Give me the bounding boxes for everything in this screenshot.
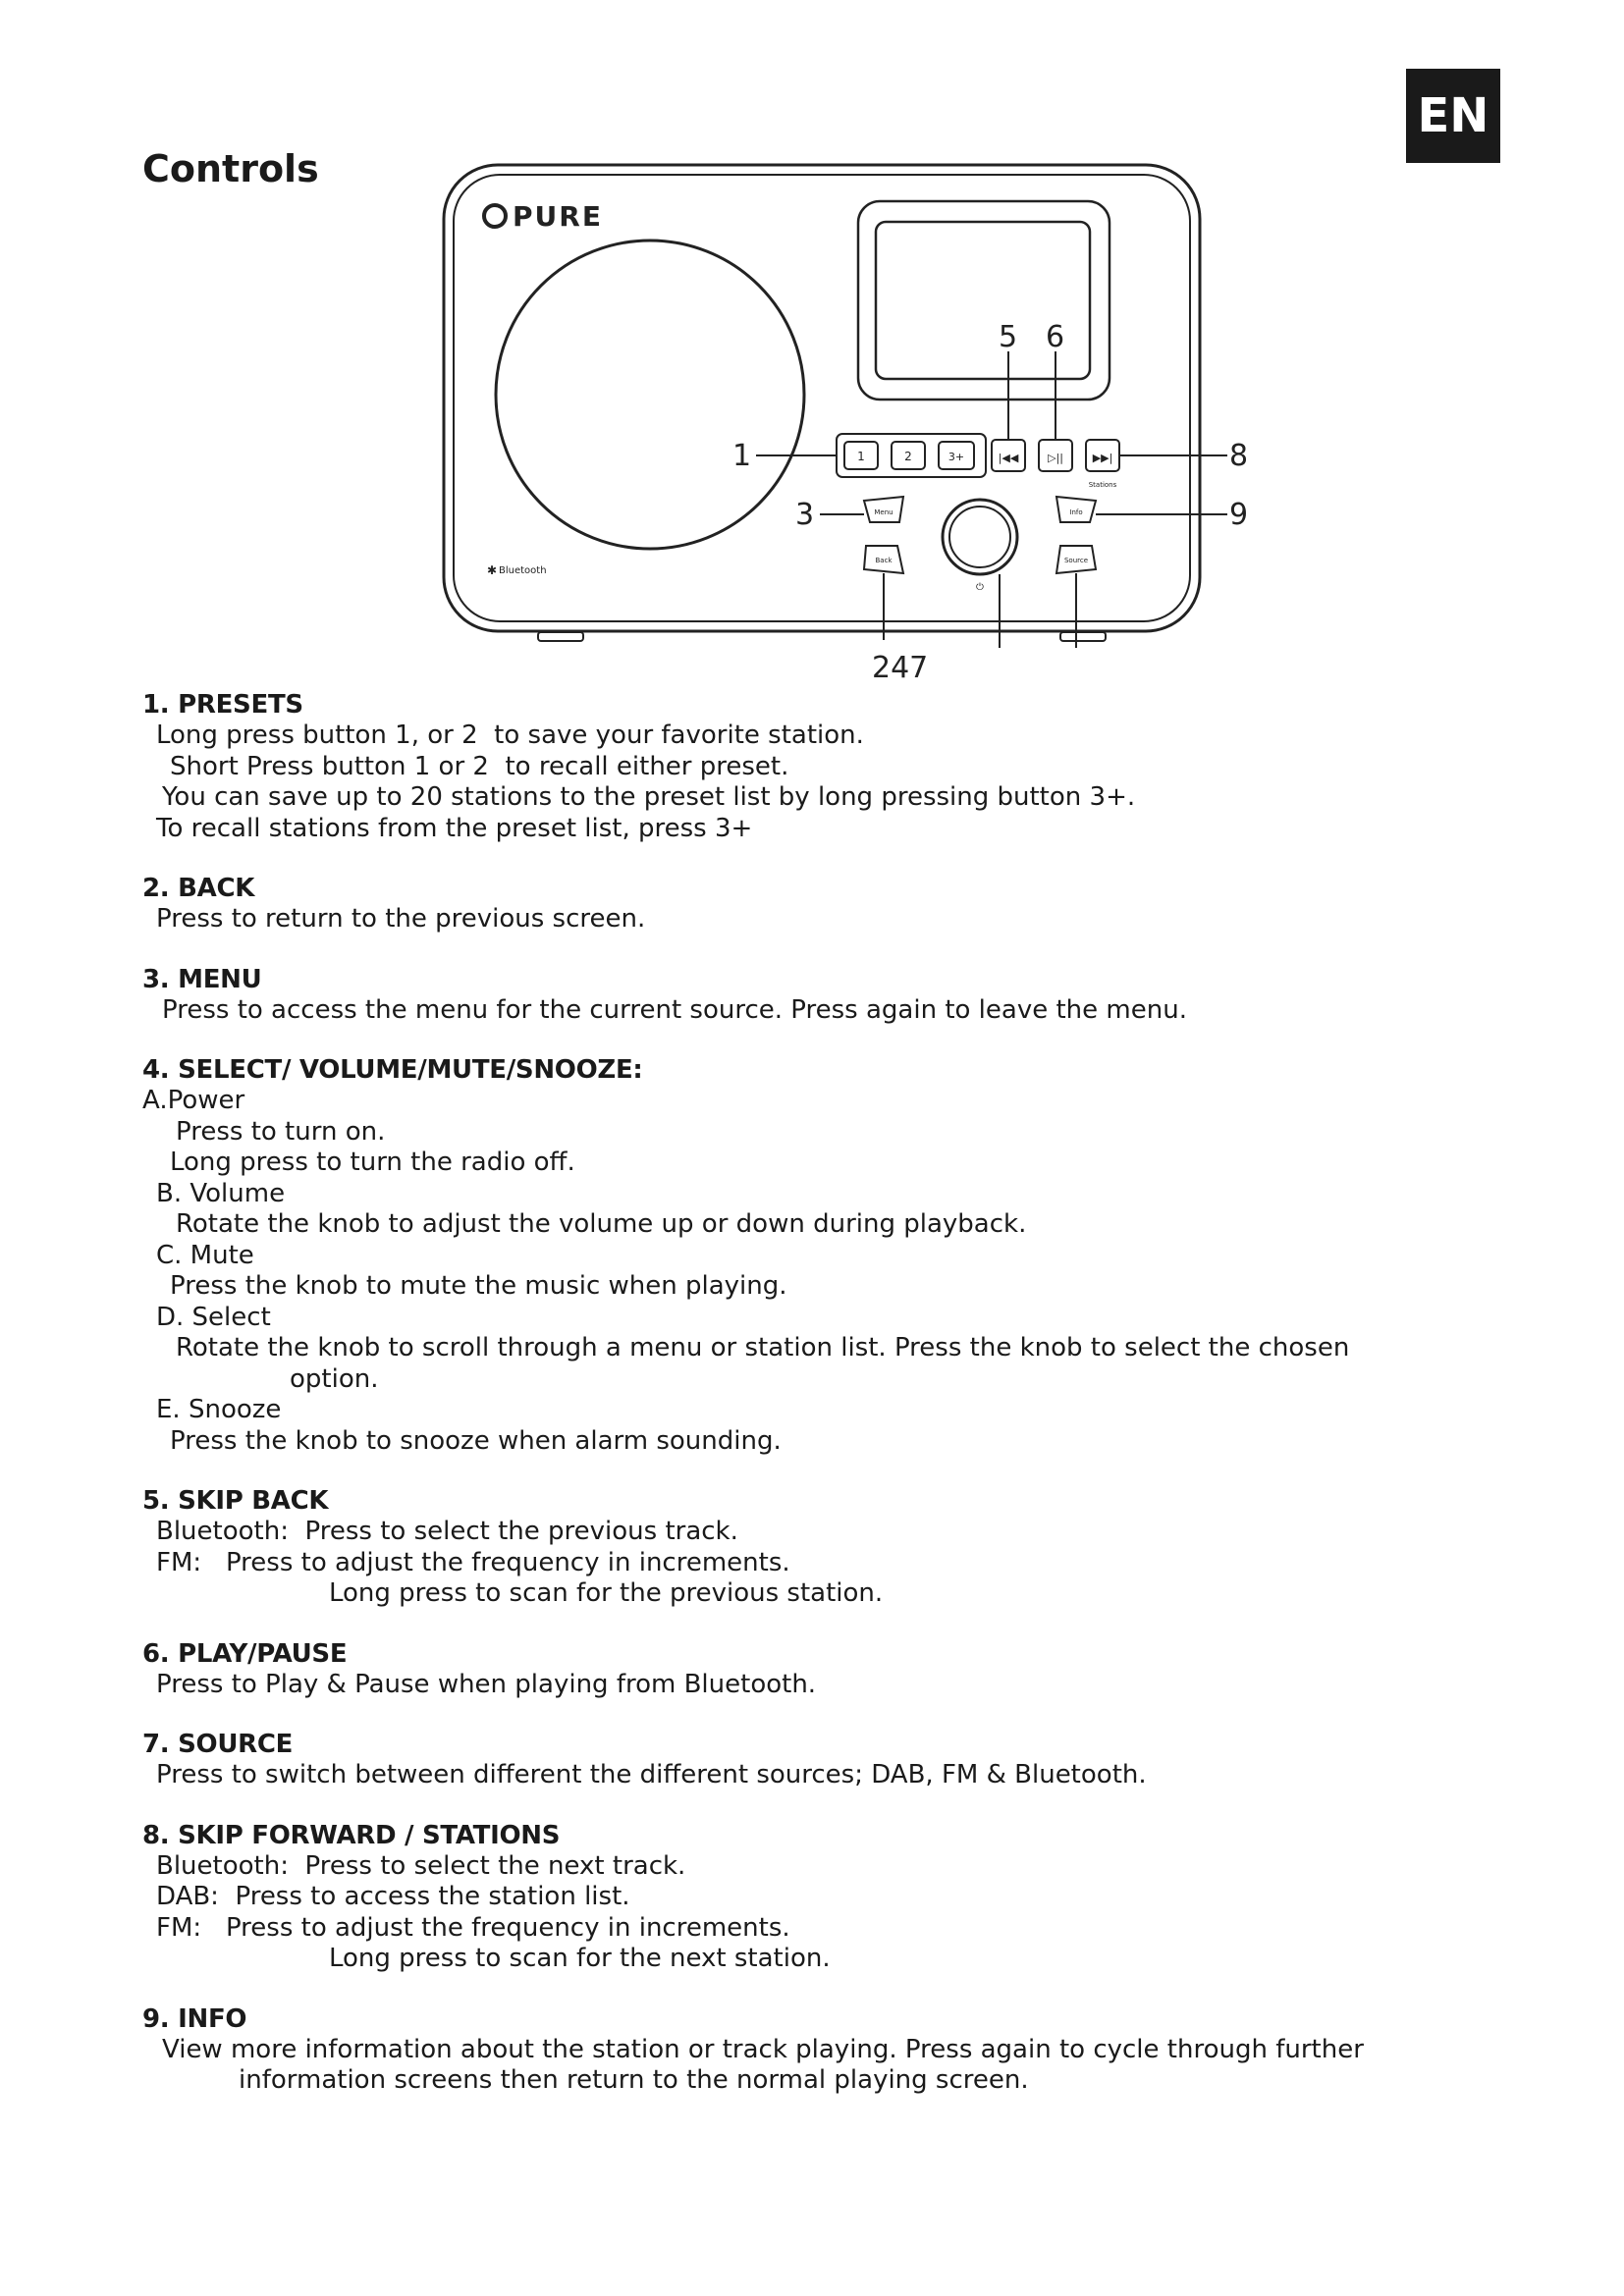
- menu-button-label: Menu: [874, 508, 893, 516]
- section-line: FM: Press to adjust the frequency in increments.: [156, 1547, 790, 1577]
- section-line: Rotate the knob to adjust the volume up or down during playback.: [176, 1209, 1027, 1239]
- section: [142, 1485, 1419, 1610]
- callout-8: 8: [1229, 439, 1249, 473]
- section-title: 7. SOURCE: [142, 1730, 294, 1759]
- section-title: 9. INFO: [142, 2003, 247, 2034]
- section-line: Bluetooth: Press to select the next track.: [156, 1850, 686, 1881]
- section-line: Press to return to the previous screen.: [156, 904, 646, 934]
- section: [142, 1820, 1419, 1975]
- section-line: You can save up to 20 stations to the preset list by long pressing button 3+.: [162, 782, 1136, 812]
- section-line: E. Snooze: [156, 1395, 282, 1424]
- section-line: Rotate the knob to scroll through a menu or station list. Press the knob to select the chosen: [176, 1333, 1350, 1362]
- display-bezel: [858, 201, 1110, 400]
- section-line: FM: Press to adjust the frequency in increments.: [156, 1912, 790, 1943]
- preset-button-3plus-label: 3+: [947, 451, 965, 463]
- section-line: Press the knob to mute the music when playing.: [170, 1271, 787, 1301]
- controls-description: [142, 689, 1419, 2125]
- section-line: B. Volume: [156, 1178, 286, 1208]
- section: [142, 873, 1419, 935]
- section-title: 8. SKIP FORWARD / STATIONS: [142, 1820, 561, 1850]
- foot-left: [538, 632, 583, 641]
- section: [142, 2003, 1419, 2097]
- callout-5: 5: [999, 320, 1018, 354]
- info-button-label: Info: [1069, 508, 1083, 516]
- section: [142, 1638, 1419, 1701]
- section-line: Press to Play & Pause when playing from Bluetooth.: [156, 1669, 817, 1699]
- section-line: Long press to scan for the next station.: [329, 1944, 831, 1973]
- callout-9: 9: [1229, 498, 1249, 532]
- play-pause-icon: ▷||: [1048, 452, 1063, 464]
- skip-back-icon: |◀◀: [998, 452, 1019, 464]
- radio-diagram: [432, 157, 1267, 692]
- display-screen: [876, 222, 1090, 379]
- section-line: Press to access the menu for the current source. Press again to leave the menu.: [162, 994, 1187, 1025]
- section-line: Press to turn on.: [176, 1116, 386, 1147]
- section-line: D. Select: [156, 1302, 271, 1332]
- control-knob: [943, 500, 1017, 574]
- foot-right: [1060, 632, 1106, 641]
- section-title: 3. MENU: [142, 964, 262, 994]
- section-line: Press to switch between different the different sources; DAB, FM & Bluetooth.: [156, 1760, 1147, 1789]
- section: [142, 1054, 1419, 1457]
- skip-forward-icon: ▶▶|: [1092, 452, 1113, 464]
- section-line: To recall stations from the preset list, press 3+: [156, 813, 753, 843]
- section-title: 5. SKIP BACK: [142, 1486, 329, 1516]
- section-title: 1. PRESETS: [142, 690, 303, 720]
- callout-247: 247: [872, 651, 929, 685]
- section-title: 2. BACK: [142, 874, 255, 903]
- section-line: DAB: Press to access the station list.: [156, 1882, 630, 1911]
- section: [142, 1729, 1419, 1791]
- section-line: Short Press button 1 or 2 to recall either preset.: [170, 751, 789, 781]
- pure-logo-icon: [484, 205, 506, 227]
- power-icon: ⏻: [976, 582, 984, 593]
- section-line: information screens then return to the normal playing screen.: [239, 2065, 1029, 2095]
- section-line: Long press to turn the radio off.: [170, 1148, 575, 1177]
- section-line: Bluetooth: Press to select the previous track.: [156, 1517, 738, 1546]
- section: [142, 964, 1419, 1027]
- language-badge: EN: [1406, 69, 1500, 163]
- section: [142, 689, 1419, 844]
- bluetooth-label: Bluetooth: [499, 565, 547, 576]
- back-button-label: Back: [875, 557, 893, 564]
- section-line: A.Power: [142, 1086, 245, 1115]
- brand-logo: PURE: [513, 200, 603, 233]
- stations-label: Stations: [1088, 481, 1117, 489]
- section-line: Long press to scan for the previous station.: [329, 1578, 884, 1608]
- radio-body-inner: [454, 175, 1190, 621]
- section-line: View more information about the station or track playing. Press again to cycle through further: [162, 2034, 1364, 2064]
- section-line: C. Mute: [156, 1240, 254, 1270]
- section-title: 4. SELECT/ VOLUME/MUTE/SNOOZE:: [142, 1055, 643, 1085]
- preset-button-2-label: 2: [904, 450, 912, 463]
- section-line: Press the knob to snooze when alarm sounding.: [170, 1425, 782, 1456]
- control-knob-inner: [949, 507, 1010, 567]
- speaker-grille: [496, 240, 804, 549]
- page-title: Controls: [142, 147, 319, 190]
- bluetooth-icon: ✱: [487, 563, 498, 577]
- callout-3: 3: [795, 498, 815, 532]
- section-title: 6. PLAY/PAUSE: [142, 1638, 348, 1669]
- callout-1: 1: [732, 439, 752, 473]
- section-line: Long press button 1, or 2 to save your favorite station.: [156, 721, 864, 750]
- section-line: option.: [290, 1363, 379, 1394]
- callout-6: 6: [1046, 320, 1065, 354]
- source-button-label: Source: [1063, 557, 1089, 564]
- preset-button-1-label: 1: [857, 450, 865, 463]
